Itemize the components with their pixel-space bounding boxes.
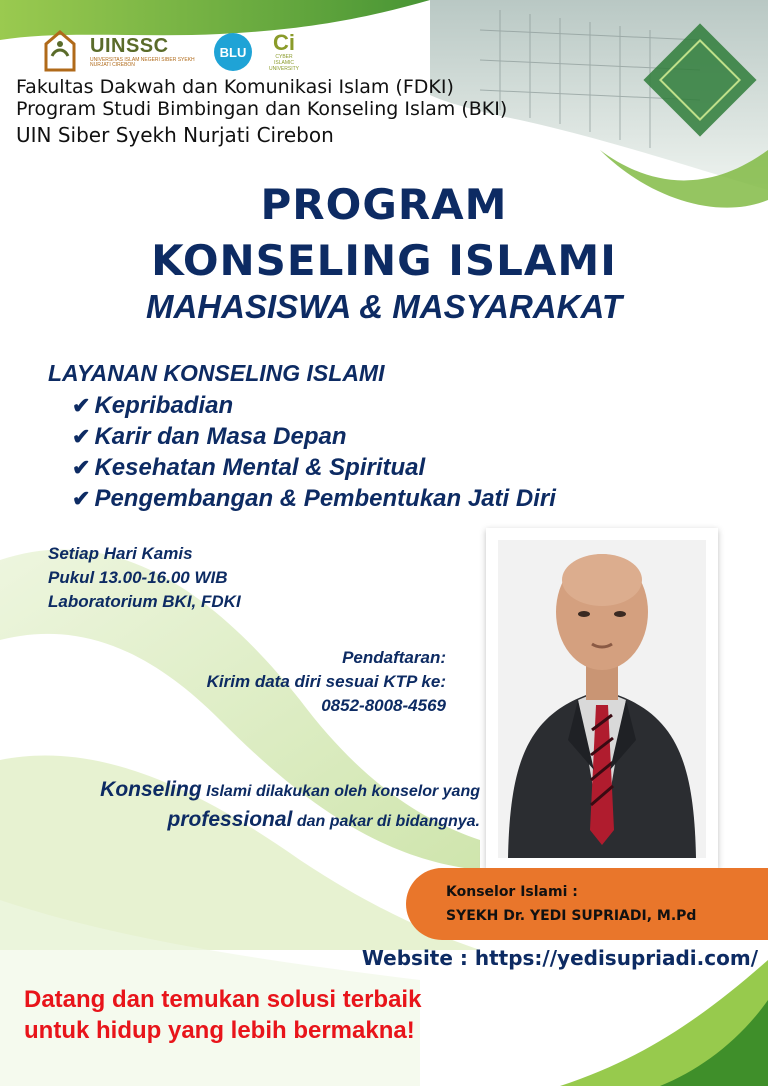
- tagline: [40, 776, 480, 836]
- checkmark-icon: ✔: [72, 424, 91, 449]
- schedule-info: [48, 542, 241, 614]
- list-item: [72, 452, 556, 483]
- university-name: UIN Siber Syekh Nurjati Cirebon: [16, 123, 334, 147]
- ciu-sub: CYBER ISLAMIC UNIVERSITY: [268, 54, 299, 72]
- services-list: [72, 390, 556, 514]
- header-logos: [40, 30, 302, 74]
- counselor-name: SYEKH Dr. YEDI SUPRIADI, M.Pd: [446, 908, 697, 924]
- tagline-text-1: Islami dilakukan oleh konselor yang: [201, 783, 480, 800]
- list-item: [72, 483, 556, 514]
- tagline-text-2: dan pakar di bidangnya.: [292, 813, 480, 830]
- counselor-photo-frame: [486, 528, 718, 868]
- uinssc-logo-text: [90, 36, 200, 68]
- subtitle: MAHASISWA & MASYARAKAT: [145, 288, 623, 325]
- service-label: Kepribadian: [94, 392, 234, 419]
- checkmark-icon: ✔: [72, 455, 91, 480]
- blu-logo: BLU: [214, 33, 252, 71]
- schedule-day: Setiap Hari Kamis: [48, 544, 193, 563]
- registration-label: Pendaftaran:: [342, 648, 446, 667]
- services-heading: LAYANAN KONSELING ISLAMI: [48, 360, 385, 386]
- registration-phone: 0852-8008-4569: [321, 696, 446, 715]
- list-item: [72, 421, 556, 452]
- cta-line-2: untuk hidup yang lebih bermakna!: [24, 1017, 415, 1044]
- cta-line-1: Datang dan temukan solusi terbaik: [24, 986, 422, 1013]
- schedule-place: Laboratorium BKI, FDKI: [48, 592, 241, 611]
- checkmark-icon: ✔: [72, 486, 91, 511]
- ciu-mark: Ci: [273, 30, 295, 55]
- service-label: Kesehatan Mental & Spiritual: [94, 454, 426, 481]
- registration-instruction: Kirim data diri sesuai KTP ke:: [206, 672, 446, 691]
- uinssc-name: UINSSC: [90, 35, 169, 57]
- faculty-name: Fakultas Dakwah dan Komunikasi Islam (FDKI): [16, 76, 454, 98]
- checkmark-icon: ✔: [72, 393, 91, 418]
- call-to-action: [24, 984, 421, 1046]
- counselor-label: Konselor Islami :: [446, 884, 578, 900]
- uinssc-logo-icon: [40, 30, 80, 74]
- uinssc-sub: UNIVERSITAS ISLAM NEGERI SIBER SYEKH NURJATI CIREBON: [90, 57, 195, 68]
- tagline-word-1: Konseling: [100, 778, 202, 801]
- schedule-time: Pukul 13.00-16.00 WIB: [48, 568, 228, 587]
- study-program: Program Studi Bimbingan dan Konseling Islam (BKI): [16, 98, 508, 120]
- counselor-portrait-icon: [498, 540, 706, 858]
- counselor-photo: [498, 540, 706, 858]
- ciu-logo: [266, 32, 302, 72]
- title-line-2: KONSELING ISLAMI: [151, 236, 617, 285]
- service-label: Pengembangan & Pembentukan Jati Diri: [94, 485, 556, 512]
- tagline-word-2: professional: [167, 808, 293, 831]
- list-item: [72, 390, 556, 421]
- title-line-1: PROGRAM: [260, 180, 508, 229]
- service-label: Karir dan Masa Depan: [94, 423, 347, 450]
- website-link[interactable]: Website : https://yedisupriadi.com/: [361, 946, 758, 970]
- institution-header: [16, 76, 507, 146]
- counselor-badge: [406, 868, 768, 940]
- registration-info: [207, 646, 446, 718]
